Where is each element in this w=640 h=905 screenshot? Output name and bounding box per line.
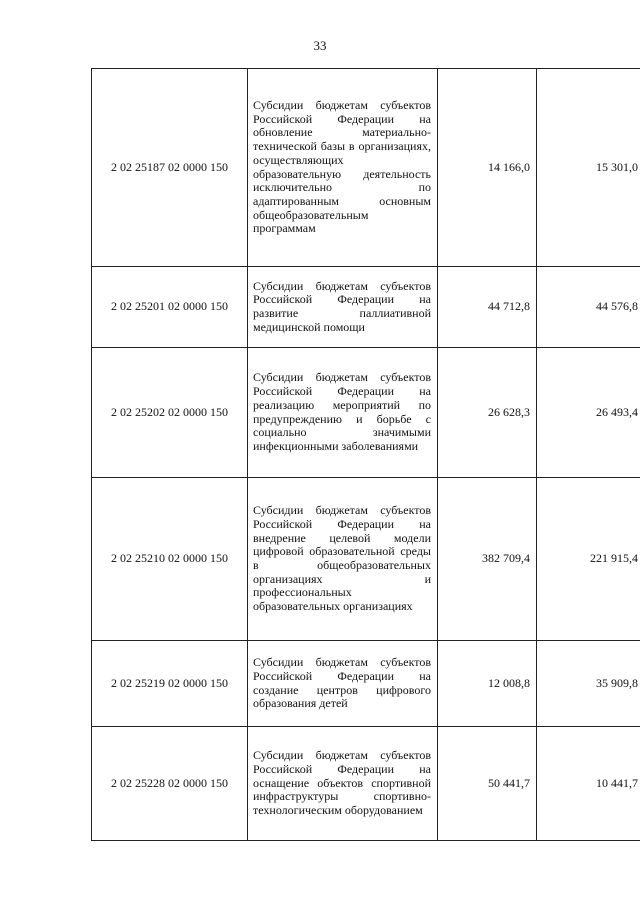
amount-year-1: 26 628,3 [438, 348, 537, 478]
amount-year-2: 26 493,4 [537, 348, 640, 478]
table-row [92, 641, 640, 727]
revenue-description: Субсидии бюджетам субъектов Российской Федерации на внедрение целевой модели цифровой образовательной среды в общеобразовательных организациях и профессиональных образовательных организациях [248, 478, 438, 641]
budget-code: 2 02 25228 02 0000 150 [92, 727, 248, 841]
revenue-description: Субсидии бюджетам субъектов Российской Федерации на развитие паллиативной медицинской помощи [248, 267, 438, 348]
amount-year-1: 50 441,7 [438, 727, 537, 841]
amount-year-2: 35 909,8 [537, 641, 640, 727]
revenue-description: Субсидии бюджетам субъектов Российской Федерации на реализацию мероприятий по предупреждению и борьбе с социально значимыми инфекционными заболеваниями [248, 348, 438, 478]
table-row [92, 348, 640, 478]
budget-code: 2 02 25219 02 0000 150 [92, 641, 248, 727]
budget-code: 2 02 25210 02 0000 150 [92, 478, 248, 641]
table-row [92, 727, 640, 841]
table-row [92, 478, 640, 641]
revenue-description: Субсидии бюджетам субъектов Российской Федерации на создание центров цифрового образования детей [248, 641, 438, 727]
amount-year-1: 12 008,8 [438, 641, 537, 727]
amount-year-1: 382 709,4 [438, 478, 537, 641]
revenue-description: Субсидии бюджетам субъектов Российской Федерации на оснащение объектов спортивной инфраструктуры спортивно-технологическим оборудованием [248, 727, 438, 841]
amount-year-2: 221 915,4 [537, 478, 640, 641]
amount-year-1: 44 712,8 [438, 267, 537, 348]
table-row [92, 69, 640, 267]
budget-table [91, 68, 640, 841]
revenue-description: Субсидии бюджетам субъектов Российской Федерации на обновление материально-технической базы в организациях, осуществляющих образовательную деятельность исключительно по адаптированным основным общеобразовательным программам [248, 69, 438, 267]
amount-year-2: 15 301,0 [537, 69, 640, 267]
budget-code: 2 02 25202 02 0000 150 [92, 348, 248, 478]
page-number: 33 [313, 38, 327, 53]
amount-year-2: 44 576,8 [537, 267, 640, 348]
amount-year-1: 14 166,0 [438, 69, 537, 267]
table-row [92, 267, 640, 348]
budget-code: 2 02 25187 02 0000 150 [92, 69, 248, 267]
amount-year-2: 10 441,7 [537, 727, 640, 841]
budget-code: 2 02 25201 02 0000 150 [92, 267, 248, 348]
